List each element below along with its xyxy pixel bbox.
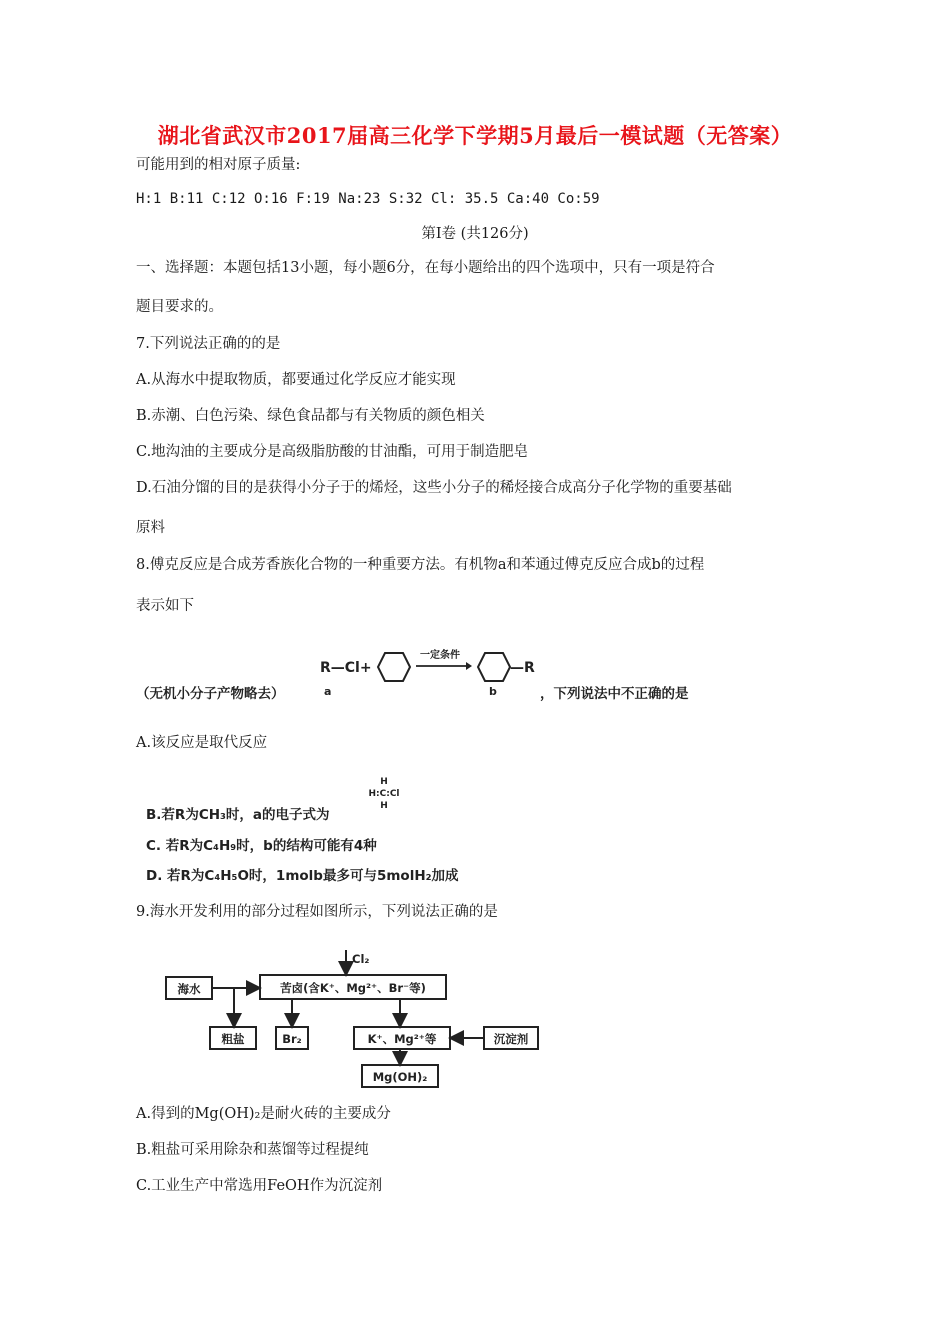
electron-formula-middle: H:C:Cl	[368, 789, 400, 799]
document-title: 湖北省武汉市2017届高三化学下学期5月最后一模试题（无答案）	[157, 123, 793, 148]
label-crude-salt: 粗盐	[221, 1032, 245, 1046]
q7-option-d: D.石油分馏的目的是获得小分子于的烯烃，这些小分子的稀烃接合成高分子化学物的重要基础	[136, 480, 732, 496]
seawater-process-diagram	[150, 944, 550, 1094]
instructions-line-1: 一、选择题：本题包括13小题，每小题6分，在每小题给出的四个选项中，只有一项是符合	[136, 260, 715, 276]
q7-option-d-cont: 原料	[136, 520, 165, 536]
reaction-question-tail: ，下列说法中不正确的是	[540, 686, 689, 702]
label-br2: Br₂	[282, 1032, 302, 1046]
instructions-line-2: 题目要求的。	[136, 299, 223, 315]
intro-text: 可能用到的相对原子质量:	[136, 157, 301, 173]
reaction-note: （无机小分子产物略去）	[136, 686, 285, 702]
label-mgoh2: Mg(OH)₂	[372, 1070, 428, 1084]
electron-formula-top: H	[380, 777, 388, 787]
q9-option-c: C.工业生产中常选用FeOH作为沉淀剂	[136, 1178, 383, 1194]
label-precipitant: 沉淀剂	[493, 1032, 529, 1046]
section-header: 第Ⅰ卷 (共126分)	[421, 226, 529, 242]
reaction-condition: 一定条件	[420, 650, 460, 661]
label-b: b	[489, 685, 497, 698]
q9-option-a: A.得到的Mg(OH)₂是耐火砖的主要成分	[136, 1106, 391, 1122]
label-k-mg: K⁺、Mg²⁺等	[367, 1032, 437, 1046]
label-seawater: 海水	[177, 982, 201, 996]
label-brine: 苦卤(含K⁺、Mg²⁺、Br⁻等)	[280, 981, 426, 995]
q7-option-a: A.从海水中提取物质，都要通过化学反应才能实现	[136, 372, 456, 388]
atomic-masses: H:1 B:11 C:12 O:16 F:19 Na:23 S:32 Cl: 35.5 Ca:40 Co:59	[136, 191, 600, 207]
q7-stem: 7.下列说法正确的的是	[136, 336, 281, 352]
benzene-ring-product	[476, 650, 512, 684]
electron-formula	[362, 776, 406, 812]
electron-formula-bottom: H	[380, 801, 388, 811]
q7-option-b: B.赤潮、白色污染、绿色食品都与有关物质的颜色相关	[136, 408, 485, 424]
q9-stem: 9.海水开发利用的部分过程如图所示，下列说法正确的是	[136, 904, 498, 920]
benzene-ring-reactant	[376, 650, 412, 684]
label-a: a	[324, 685, 332, 698]
q8-option-a: A.该反应是取代反应	[136, 735, 268, 751]
q9-option-b: B.粗盐可采用除杂和蒸馏等过程提纯	[136, 1142, 369, 1158]
q8-stem: 8.傅克反应是合成芳香族化合物的一种重要方法。有机物a和苯通过傅克反应合成b的过程	[136, 557, 705, 573]
q8-option-d: D. 若R为C₄H₅O时，1molb最多可与5molH₂加成	[146, 868, 459, 884]
q8-stem-cont: 表示如下	[136, 598, 194, 614]
reaction-arrow-icon	[414, 660, 474, 672]
q8-option-c: C. 若R为C₄H₉时，b的结构可能有4种	[146, 838, 377, 854]
q7-option-c: C.地沟油的主要成分是高级脂肪酸的甘油酯，可用于制造肥皂	[136, 444, 529, 460]
reaction-reactant: R—Cl+	[320, 660, 372, 676]
q8-option-b: B.若R为CH₃时，a的电子式为	[146, 807, 330, 823]
reaction-product-substituent: —R	[510, 660, 535, 676]
label-cl2: Cl₂	[352, 952, 370, 966]
